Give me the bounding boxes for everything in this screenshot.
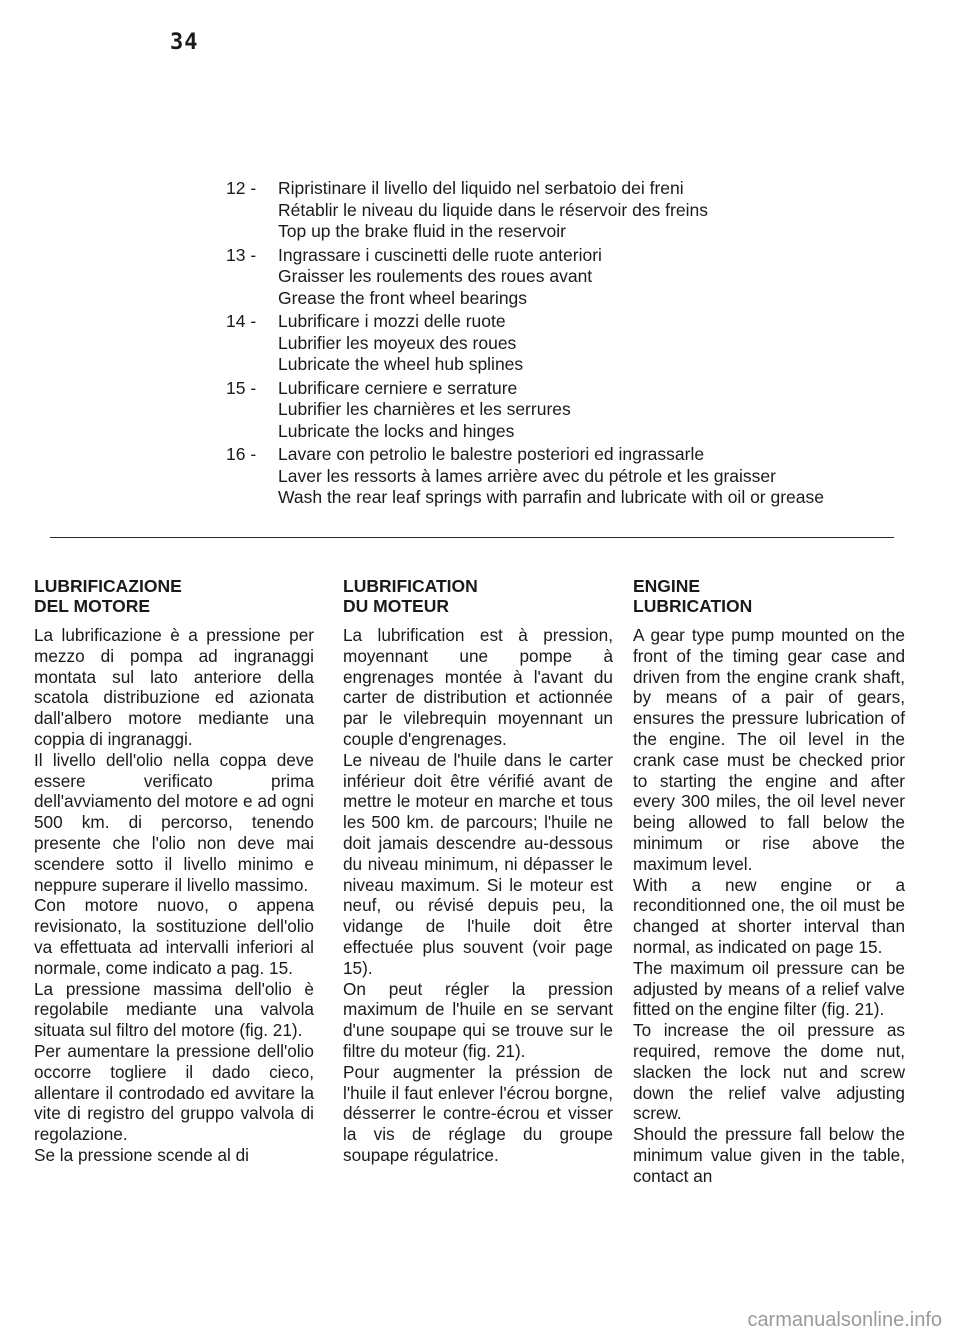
paragraph: Con motore nuovo, o appena revisionato, la sostituzione dell'olio va effettuata ad intervalli inferiori al normale, come indicato a pag. 15. [34, 895, 314, 978]
item-text-english: Lubricate the wheel hub splines [278, 354, 524, 374]
italian-heading: LUBRIFICAZIONE DEL MOTORE [34, 576, 182, 616]
section-divider [50, 537, 894, 538]
paragraph: La lubrificazione è a pressione per mezzo di pompa ad ingranaggi montata sul lato anteriore della scatola distribuzione ed azionata dall'albero motore mediante una coppia di ingranaggi. [34, 625, 314, 749]
paragraph: La pressione massima dell'olio è regolabile mediante una valvola situata sul filtro del motore (fig. 21). [34, 978, 314, 1041]
watermark: carmanualsonline.info [747, 1309, 942, 1331]
item-text-english: Grease the front wheel bearings [278, 287, 528, 308]
paragraph: To increase the oil pressure as required, remove the dome nut, slacken the lock nut and screw down the relief valve adjusting screw. [633, 1020, 905, 1124]
paragraph: Pour augmenter la préssion de l'huile il faut enlever l'écrou borgne, désserrer le contre-écrou et visser la vis de réglage du groupe soupape régulatrice. [343, 1061, 613, 1165]
list-item [226, 178, 916, 243]
paragraph: Il livello dell'olio nella coppa deve essere verificato prima dell'avviamento del motore e ad ogni 500 km. di percorso, tenendo presente che l'olio non deve mai scendere sotto il livello minimo e neppure superare il livello massimo. [34, 749, 314, 895]
paragraph: A gear type pump mounted on the front of the timing gear case and driven from the engine crank shaft, by means of a pair of gears, ensures the pressure lubrication of the engine. The oil level in the crank case must be checked prior to starting the engine and after every 300 miles, the oil level never being allowed to fall below the minimum or rise above the maximum level. [633, 625, 905, 874]
item-text-english: Top up the brake fluid in the reservoir [278, 221, 566, 241]
item-text-french: Lubrifier les charnières et les serrures [278, 399, 571, 419]
item-number: 13 - [226, 244, 262, 265]
english-heading: ENGINE LUBRICATION [633, 576, 753, 616]
english-column [633, 576, 905, 1187]
paragraph: Per aumentare la pressione dell'olio occorre togliere il dado cieco, allentare il controdado ed avvitare la vite di registro del gruppo valvola di regolazione. [34, 1040, 314, 1145]
item-text-french: Graisser les roulements des roues avant [278, 266, 593, 286]
paragraph: La lubrification est à pression, moyennant une pompe à engrenages montée à l'avant du carter de distribution et actionnée par le vilebrequin moyennant un couple d'engrenages. [343, 625, 613, 749]
paragraph: Se la pressione scende al di [34, 1144, 249, 1165]
list-item [226, 245, 916, 310]
list-item [226, 444, 916, 509]
page-number: 34 [170, 30, 199, 55]
item-text-italian: Lubrificare i mozzi delle ruote [278, 311, 506, 331]
paragraph: On peut régler la pression maximum de l'huile en se servant d'une soupape qui se trouve sur le filtre du moteur (fig. 21). [343, 978, 613, 1061]
french-column [343, 576, 613, 1166]
item-text-english: Wash the rear leaf springs with parrafin and lubricate with oil or grease [278, 487, 825, 507]
italian-body [34, 625, 314, 1166]
item-number: 16 - [226, 444, 262, 464]
list-item [226, 311, 916, 376]
item-number: 12 - [226, 178, 262, 198]
item-number: 14 - [226, 311, 262, 331]
paragraph: The maximum oil pressure can be adjusted by means of a relief valve fitted on the engine filter (fig. 21). [633, 957, 905, 1020]
italian-column [34, 576, 314, 1166]
item-text-italian: Ingrassare i cuscinetti delle ruote anteriori [278, 244, 602, 265]
item-text-french: Rétablir le niveau du liquide dans le réservoir des freins [278, 199, 708, 220]
french-heading: LUBRIFICATION DU MOTEUR [343, 576, 478, 616]
item-text-italian: Lubrificare cerniere e serrature [278, 377, 518, 398]
paragraph: Le niveau de l'huile dans le carter inférieur doit être vérifié avant de mettre le moteur en marche et tous les 500 km. de parcours; l'huile ne doit jamais descendre au-dessous du niveau minimum, ni dépasser le niveau maximum. Si le moteur est neuf, ou révisé depuis peu, la vidange de l'huile doit être effectuée plus souvent (voir page 15). [343, 749, 613, 978]
paragraph: With a new engine or a reconditionned one, the oil must be changed at shorter interval than normal, as indicated on page 15. [633, 874, 905, 957]
item-text-italian: Ripristinare il livello del liquido nel serbatoio dei freni [278, 178, 684, 198]
item-text-french: Laver les ressorts à lames arrière avec du pétrole et les graisser [278, 465, 776, 486]
item-text-french: Lubrifier les moyeux des roues [278, 332, 517, 353]
list-item [226, 378, 916, 443]
maintenance-item-list [226, 178, 916, 511]
item-text-english: Lubricate the locks and hinges [278, 420, 515, 441]
paragraph: Should the pressure fall below the minimum value given in the table, contact an [633, 1124, 905, 1186]
item-text-italian: Lavare con petrolio le balestre posteriori ed ingrassarle [278, 444, 705, 464]
french-body [343, 625, 613, 1166]
item-number: 15 - [226, 377, 262, 398]
english-body [633, 625, 905, 1187]
